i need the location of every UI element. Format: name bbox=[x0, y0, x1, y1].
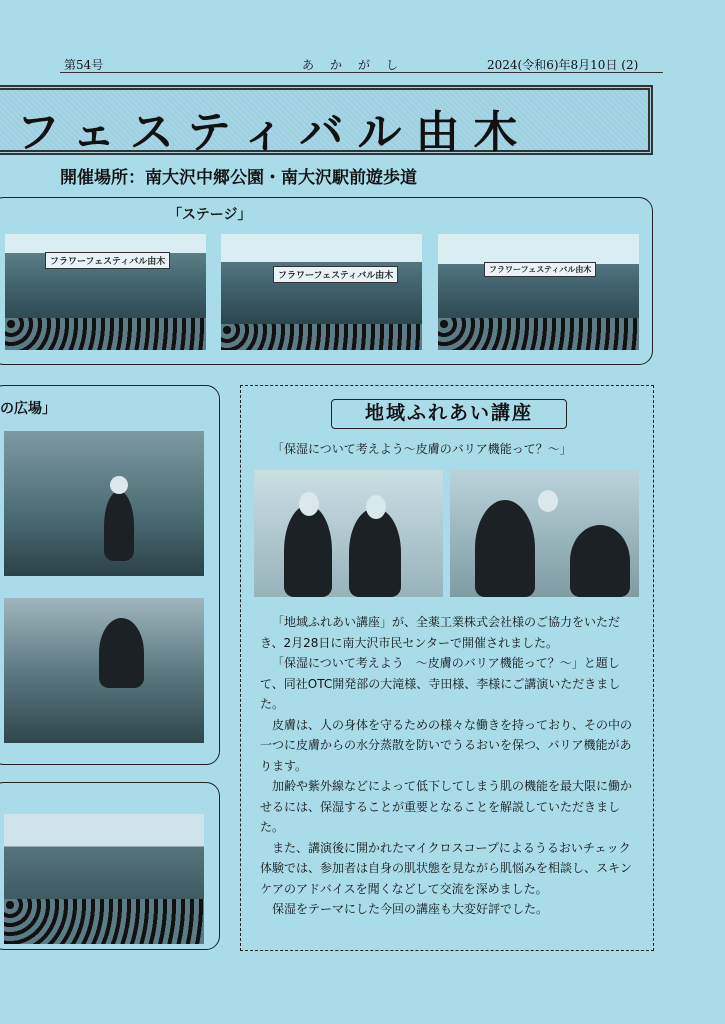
stage-photo-1 bbox=[5, 234, 206, 350]
article-paragraph: 加齢や紫外線などによって低下してしまう肌の機能を最大限に働かせるには、保湿することが重要となることを解説していただきました。 bbox=[260, 779, 633, 834]
article-subtitle: 「保湿について考えよう〜皮膚のバリア機能って？〜」 bbox=[272, 442, 572, 456]
plaza-label: の広場」 bbox=[0, 401, 56, 417]
venue-text: 開催場所：南大沢中郷公園・南大沢駅前遊歩道 bbox=[60, 168, 417, 188]
plaza-photo-1 bbox=[4, 431, 204, 576]
article-paragraph: 皮膚は、人の身体を守るための様々な働きを持っており、その中の一つに皮膚からの水分蒸散を防いでうるおいを保つ、バリア機能があります。 bbox=[260, 717, 633, 773]
article-paragraph: 保湿をテーマにした今回の講座も大変好評でした。 bbox=[272, 902, 549, 916]
article-paragraph: 「保湿について考えよう 〜皮膚のバリア機能って？〜」と題して、同社OTC開発部の大滝様、寺田様、李様にご講演いただきました。 bbox=[260, 656, 621, 711]
article-paragraph: また、講演後に開かれたマイクロスコープによるうるおいチェック体験では、参加者は自身の肌状態を見ながら肌悩みを相談し、スキンケアのアドバイスを聞くなどして交流を深めました。 bbox=[260, 840, 632, 896]
banner-title: フェスティバル由木 bbox=[16, 107, 532, 158]
lower-left-photo bbox=[4, 814, 204, 944]
title-banner bbox=[0, 85, 653, 158]
issue-date: 2024(令和6)年8月10日 (2) bbox=[487, 58, 639, 72]
issue-number: 第54号 bbox=[64, 58, 104, 72]
stage-photo-3 bbox=[438, 234, 639, 350]
stage-sign-2: フラワーフェスティバル由木 bbox=[273, 266, 398, 283]
lecture-photo-1 bbox=[254, 470, 443, 597]
article-paragraph: 「地域ふれあい講座」が、全薬工業株式会社様のご協力をいただき、2月28日に南大沢市民センターで開催されました。 bbox=[260, 615, 621, 650]
plaza-photo-2 bbox=[4, 598, 204, 743]
stage-sign-1: フラワーフェスティバル由木 bbox=[45, 252, 170, 269]
stage-sign-3: フラワーフェスティバル由木 bbox=[484, 262, 596, 277]
header-rule bbox=[60, 72, 663, 73]
stage-photo-2 bbox=[221, 234, 422, 350]
lecture-photo-2 bbox=[450, 470, 639, 597]
newsletter-title: あかがし bbox=[302, 58, 415, 72]
article-title: 地域ふれあい講座 bbox=[331, 399, 567, 429]
stage-label: 「ステージ」 bbox=[168, 207, 252, 223]
article-body bbox=[260, 612, 640, 920]
